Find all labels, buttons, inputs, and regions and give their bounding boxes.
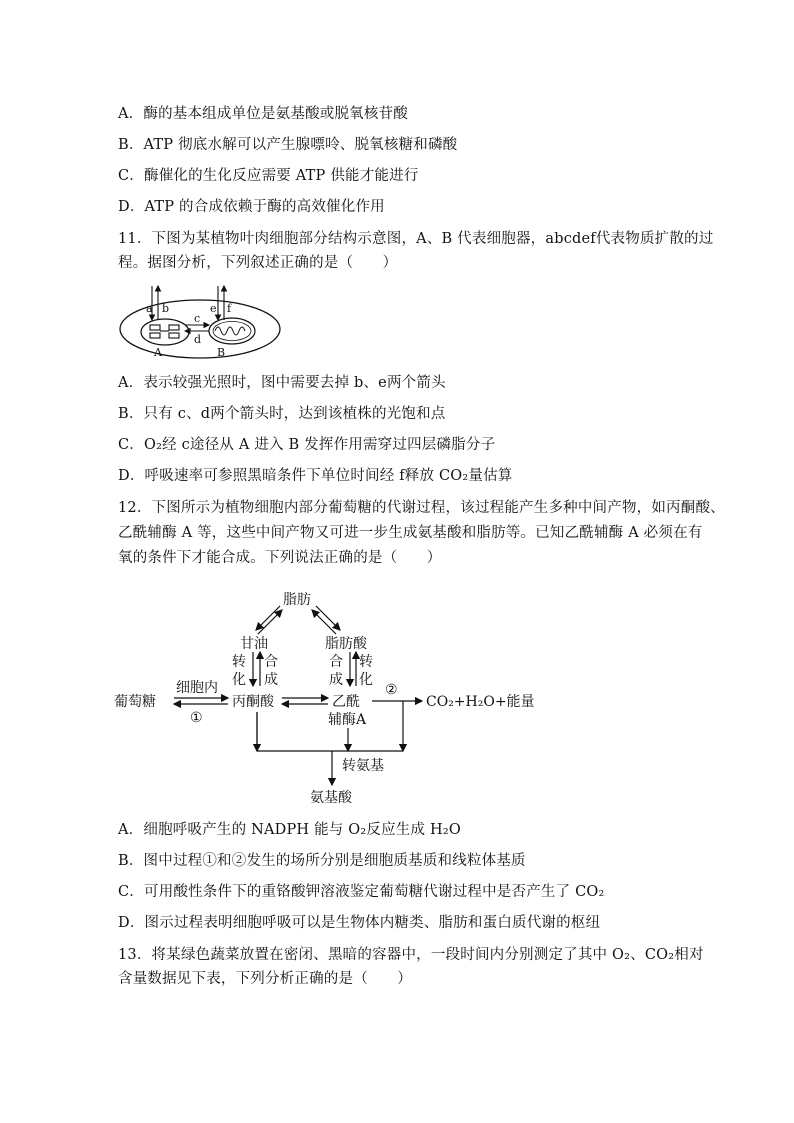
label-he-right: 合 — [329, 654, 343, 670]
grana — [150, 325, 179, 338]
label-transamination: 转氨基 — [342, 758, 384, 774]
label-hua-left: 化 — [232, 672, 246, 688]
label-e: e — [210, 302, 217, 315]
cristae — [215, 327, 245, 335]
q13-stem-line-2: 含量数据见下表，下列分析正确的是（ ） — [118, 971, 412, 987]
label-d: d — [194, 333, 202, 346]
label-hua-right: 化 — [359, 672, 373, 688]
label-step-2: ② — [385, 682, 398, 698]
label-zhuan-left: 转 — [232, 654, 246, 670]
q11-option-d: D．呼吸速率可参照黑暗条件下单位时间经 f释放 CO₂量估算 — [118, 468, 513, 484]
node-products: CO₂+H₂O+能量 — [426, 694, 535, 710]
label-intracellular: 细胞内 — [176, 680, 218, 696]
node-amino-acid: 氨基酸 — [310, 790, 352, 806]
q11-option-b: B．只有 c、d两个箭头时，达到该植株的光饱和点 — [118, 406, 446, 422]
label-f: f — [227, 302, 232, 315]
node-glucose: 葡萄糖 — [114, 694, 156, 710]
label-zhuan-right: 转 — [359, 654, 373, 670]
label-a: a — [146, 302, 153, 315]
label-cheng-left: 成 — [264, 672, 278, 688]
q11-stem-line-2: 程。据图分析，下列叙述正确的是（ ） — [118, 255, 398, 271]
q10-option-b: B．ATP 彻底水解可以产生腺嘌呤、脱氧核糖和磷酸 — [118, 137, 458, 153]
label-step-1: ① — [190, 710, 203, 726]
q11-cell-diagram — [115, 284, 295, 364]
chloroplast-a — [141, 319, 189, 345]
label-he-left: 合 — [264, 654, 278, 670]
q12-option-c: C．可用酸性条件下的重铬酸钾溶液鉴定葡萄糖代谢过程中是否产生了 CO₂ — [118, 884, 605, 900]
label-b: b — [162, 302, 170, 315]
q12-option-a: A．细胞呼吸产生的 NADPH 能与 O₂反应生成 H₂O — [118, 822, 461, 838]
node-acetyl-line-1: 乙酰 — [332, 694, 360, 710]
q11-option-c: C．O₂经 c途径从 A 进入 B 发挥作用需穿过四层磷脂分子 — [118, 437, 496, 453]
q10-option-a: A．酶的基本组成单位是氨基酸或脱氧核苷酸 — [118, 106, 408, 122]
node-pyruvate: 丙酮酸 — [232, 694, 274, 710]
q10-option-c: C．酶催化的生化反应需要 ATP 供能才能进行 — [118, 168, 419, 184]
node-glycerol: 甘油 — [240, 636, 268, 652]
q13-stem-line-1: 13．将某绿色蔬菜放置在密闭、黑暗的容器中，一段时间内分别测定了其中 O₂、CO₂相对 — [118, 947, 704, 963]
q12-metabolism-diagram — [110, 588, 560, 808]
cell-membrane — [120, 300, 280, 358]
q12-option-d: D．图示过程表明细胞呼吸可以是生物体内糖类、脂肪和蛋白质代谢的枢纽 — [118, 915, 601, 931]
q11-option-a: A．表示较强光照时，图中需要去掉 b、e两个箭头 — [118, 375, 446, 391]
q12-stem-line-1: 12．下图所示为植物细胞内部分葡萄糖的代谢过程，该过程能产生多种中间产物，如丙酮酸、 — [118, 500, 725, 516]
q12-stem-line-2: 乙酰辅酶 A 等，这些中间产物又可进一步生成氨基酸和脂肪等。已知乙酰辅酶 A 必须在有 — [118, 525, 703, 541]
label-organelle-b: B — [217, 346, 226, 359]
node-acetyl-line-2: 辅酶A — [328, 712, 367, 728]
q11-stem-line-1: 11．下图为某植物叶肉细胞部分结构示意图，A、B 代表细胞器，abcdef代表物质扩散的过 — [118, 231, 714, 247]
node-fatty-acid: 脂肪酸 — [325, 636, 367, 652]
node-fat: 脂肪 — [283, 592, 311, 608]
q12-option-b: B．图中过程①和②发生的场所分别是细胞质基质和线粒体基质 — [118, 853, 526, 869]
q12-stem-line-3: 氧的条件下才能合成。下列说法正确的是（ ） — [118, 550, 442, 566]
q10-option-d: D．ATP 的合成依赖于酶的高效催化作用 — [118, 199, 385, 215]
label-c: c — [194, 312, 201, 325]
label-organelle-a: A — [154, 346, 162, 359]
label-cheng-right: 成 — [329, 672, 343, 688]
